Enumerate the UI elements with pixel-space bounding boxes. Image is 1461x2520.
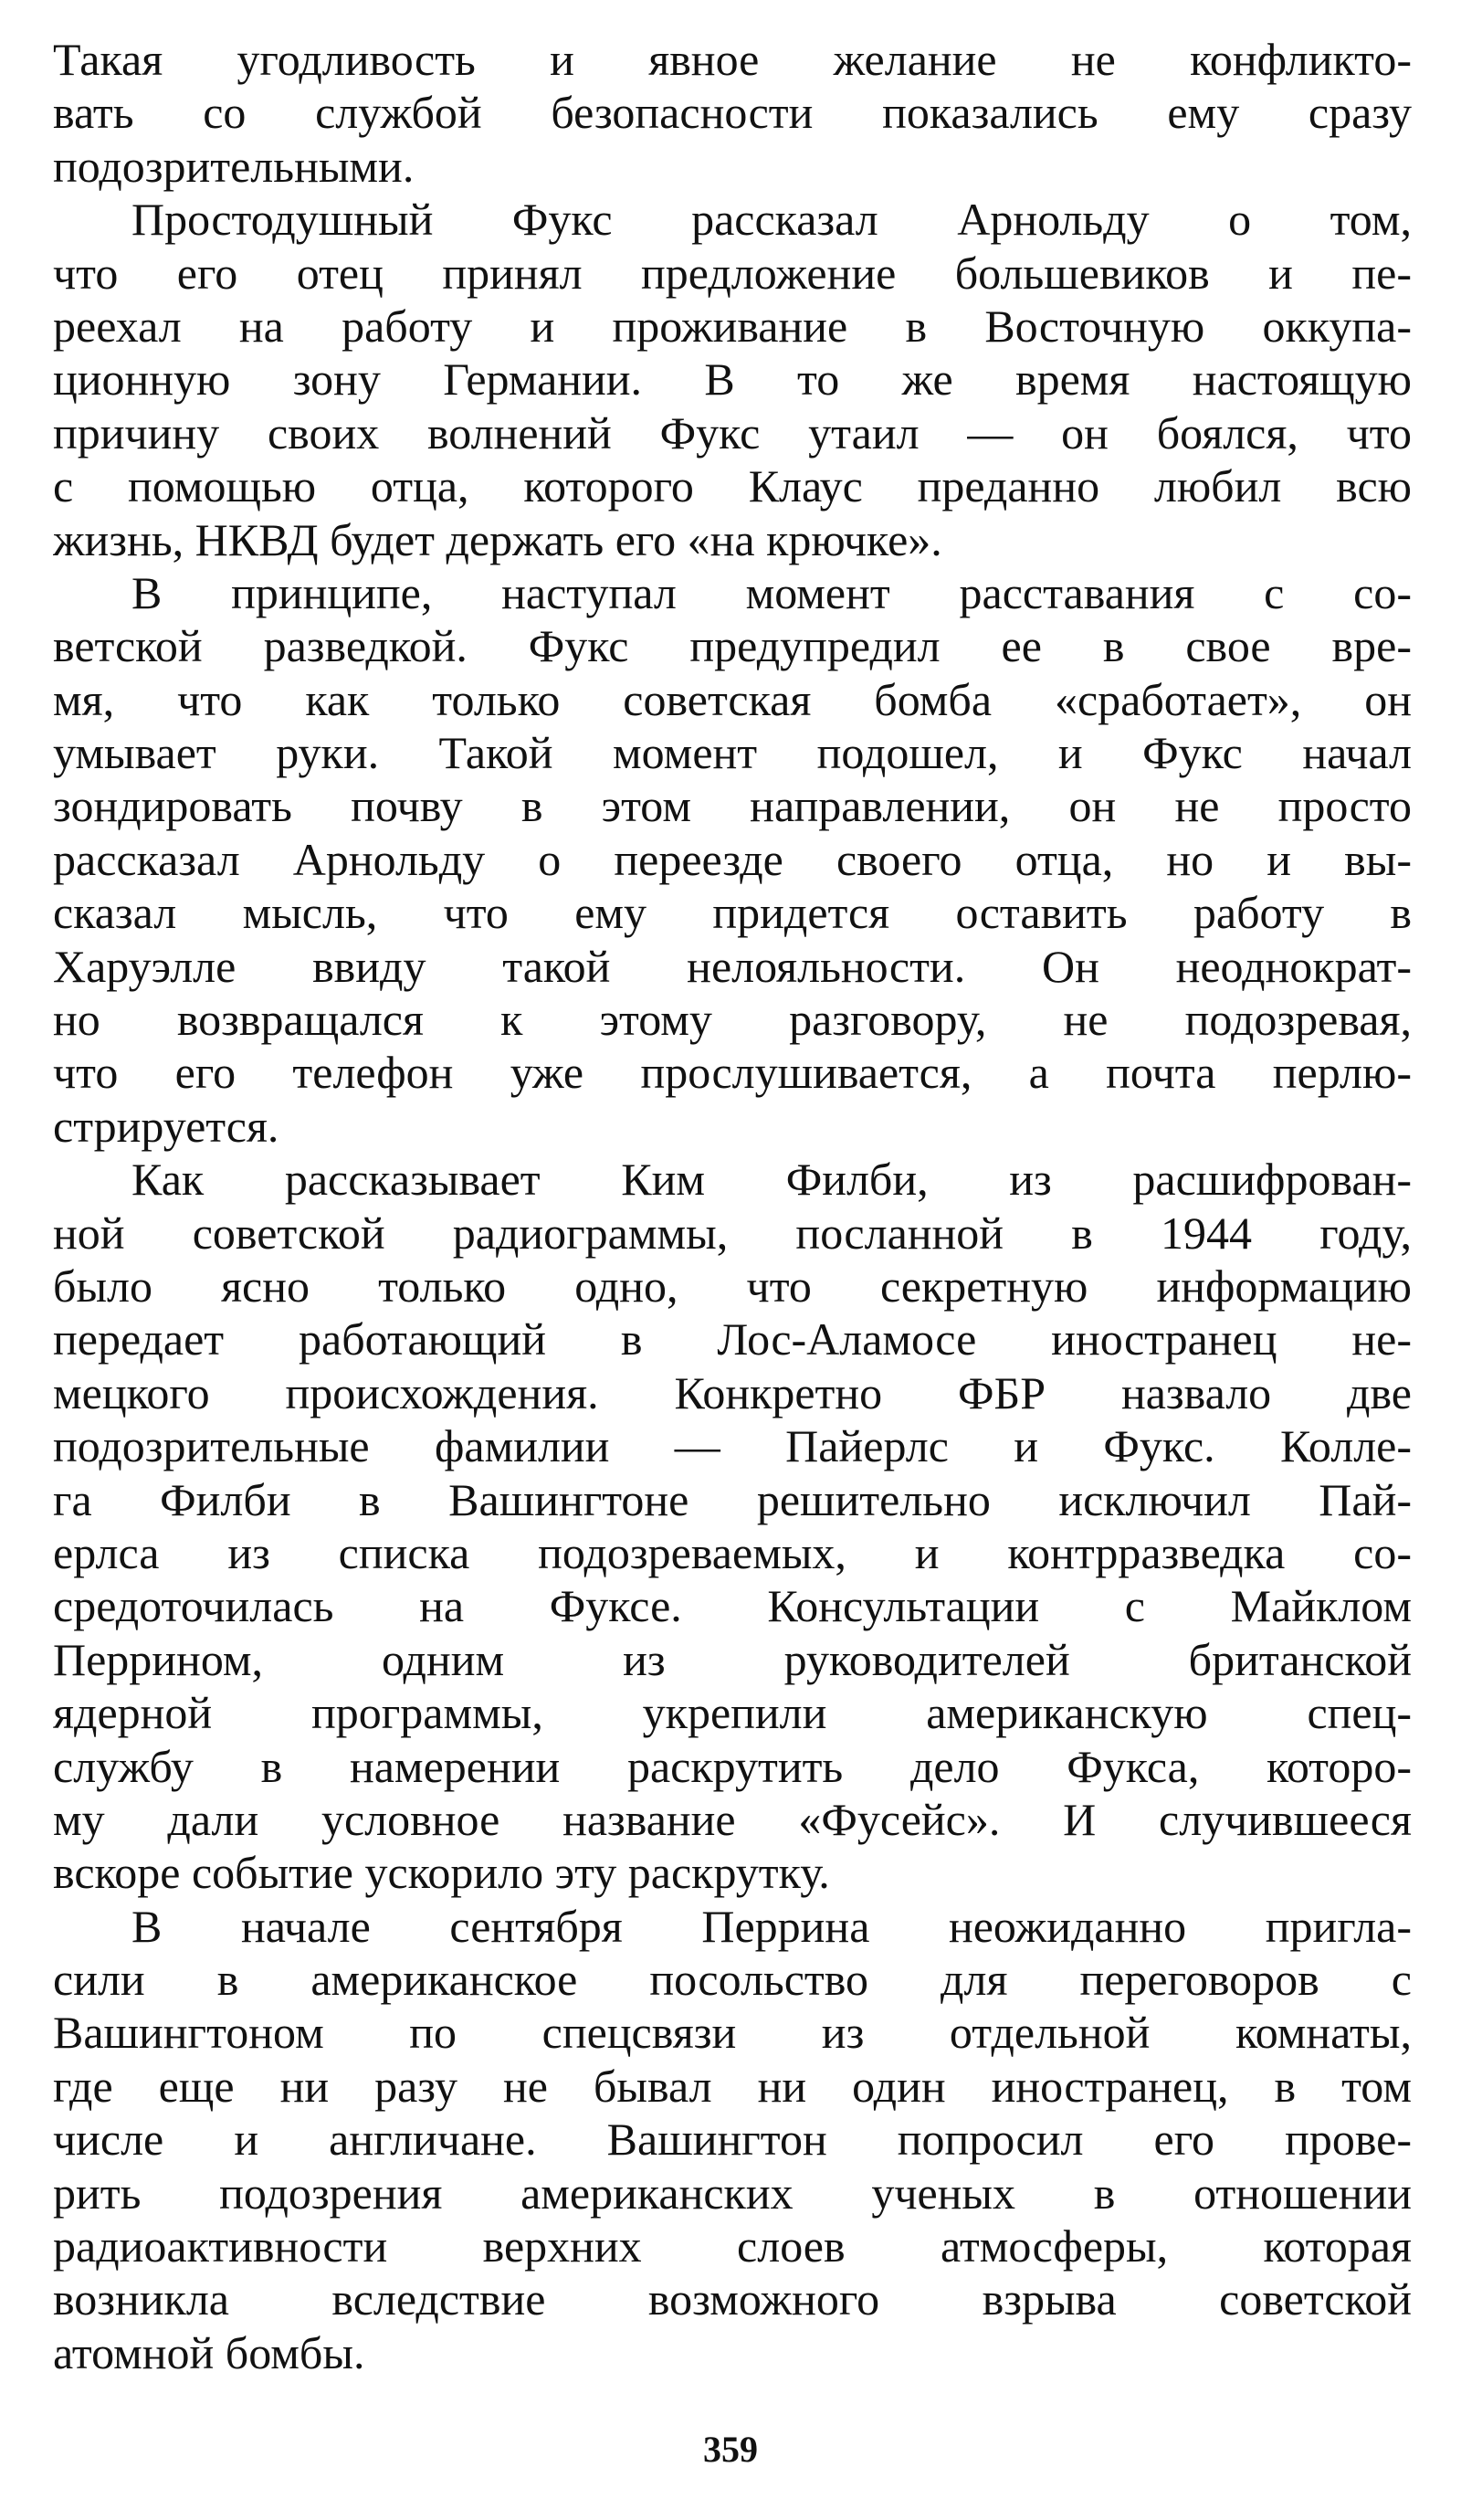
text-line: но возвращался к этому разговору, не подозревая,: [53, 994, 1412, 1046]
text-line: реехал на работу и проживание в Восточную оккупа-: [53, 300, 1412, 352]
text-line: Как рассказывает Ким Филби, из расшифрован-: [131, 1154, 1412, 1206]
paragraph: [53, 1900, 1412, 2380]
text-line: передает работающий в Лос-Аламосе иностранец не-: [53, 1313, 1412, 1365]
text-line: мецкого происхождения. Конкретно ФБР назвало две: [53, 1366, 1412, 1418]
text-line: возникла вследствие возможного взрыва советской: [53, 2273, 1412, 2325]
text-line: с помощью отца, которого Клаус преданно любил всю: [53, 460, 1412, 512]
text-line: стрируется.: [53, 1100, 279, 1152]
text-line: жизнь, НКВД будет держать его «на крючке».: [53, 513, 942, 565]
text-line: было ясно только одно, что секретную информацию: [53, 1260, 1412, 1312]
text-line: ветской разведкой. Фукс предупредил ее в свое вре-: [53, 620, 1412, 672]
text-line: рить подозрения американских ученых в отношении: [53, 2167, 1412, 2219]
text-line: сили в американское посольство для переговоров с: [53, 1954, 1412, 2006]
text-line: ерлса из списка подозреваемых, и контрразведка со-: [53, 1526, 1412, 1578]
paragraph: [53, 566, 1412, 1153]
page-text: [53, 33, 1412, 2379]
text-line: подозрительные фамилии — Пайерлс и Фукс. Колле-: [53, 1420, 1412, 1472]
text-line: что его телефон уже прослушивается, а почта перлю-: [53, 1047, 1412, 1099]
text-line: Вашингтоном по спецсвязи из отдельной комнаты,: [53, 2007, 1412, 2059]
text-line: Перрином, одним из руководителей британской: [53, 1633, 1412, 1685]
text-line: му дали условное название «Фусейс». И случившееся: [53, 1793, 1412, 1845]
paragraph: [53, 33, 1412, 193]
text-line: средоточилась на Фуксе. Консультации с Майклом: [53, 1580, 1412, 1632]
book-page: [53, 33, 1412, 2481]
text-line: Такая угодливость и явное желание не конфликто-: [53, 34, 1412, 85]
text-line: вать со службой безопасности показались ему сразу: [53, 87, 1412, 139]
text-line: Простодушный Фукс рассказал Арнольду о том,: [131, 194, 1412, 246]
text-line: службу в намерении раскрутить дело Фукса, которо-: [53, 1740, 1412, 1792]
text-line: умывает руки. Такой момент подошел, и Фукс начал: [53, 727, 1412, 779]
text-line: радиоактивности верхних слоев атмосферы, которая: [53, 2220, 1412, 2272]
text-line: числе и англичане. Вашингтон попросил его прове-: [53, 2114, 1412, 2166]
text-line: подозрительными.: [53, 140, 415, 192]
text-line: атомной бомбы.: [53, 2326, 365, 2378]
text-line: вскоре событие ускорило эту раскрутку.: [53, 1847, 830, 1899]
text-line: га Филби в Вашингтоне решительно исключил Пай-: [53, 1473, 1412, 1525]
paragraph: [53, 193, 1412, 566]
text-line: сказал мысль, что ему придется оставить работу в: [53, 887, 1412, 939]
text-line: Харуэлле ввиду такой нелояльности. Он неоднократ-: [53, 940, 1412, 992]
text-line: мя, что как только советская бомба «сработает», он: [53, 673, 1412, 725]
text-line: В начале сентября Перрина неожиданно пригла-: [131, 1900, 1412, 1952]
text-line: где еще ни разу не бывал ни один иностранец, в том: [53, 2060, 1412, 2112]
text-line: что его отец принял предложение большевиков и пе-: [53, 247, 1412, 299]
text-line: рассказал Арнольду о переезде своего отца, но и вы-: [53, 833, 1412, 885]
text-line: ядерной программы, укрепили американскую спец-: [53, 1687, 1412, 1739]
text-line: В принципе, наступал момент расставания с со-: [131, 566, 1412, 618]
paragraph: [53, 1153, 1412, 1899]
text-line: ционную зону Германии. В то же время настоящую: [53, 353, 1412, 406]
page-number: 359: [703, 2429, 758, 2470]
text-line: ной советской радиограммы, посланной в 1944 году,: [53, 1207, 1412, 1259]
text-line: зондировать почву в этом направлении, он не просто: [53, 780, 1412, 832]
text-line: причину своих волнений Фукс утаил — он боялся, что: [53, 406, 1412, 459]
